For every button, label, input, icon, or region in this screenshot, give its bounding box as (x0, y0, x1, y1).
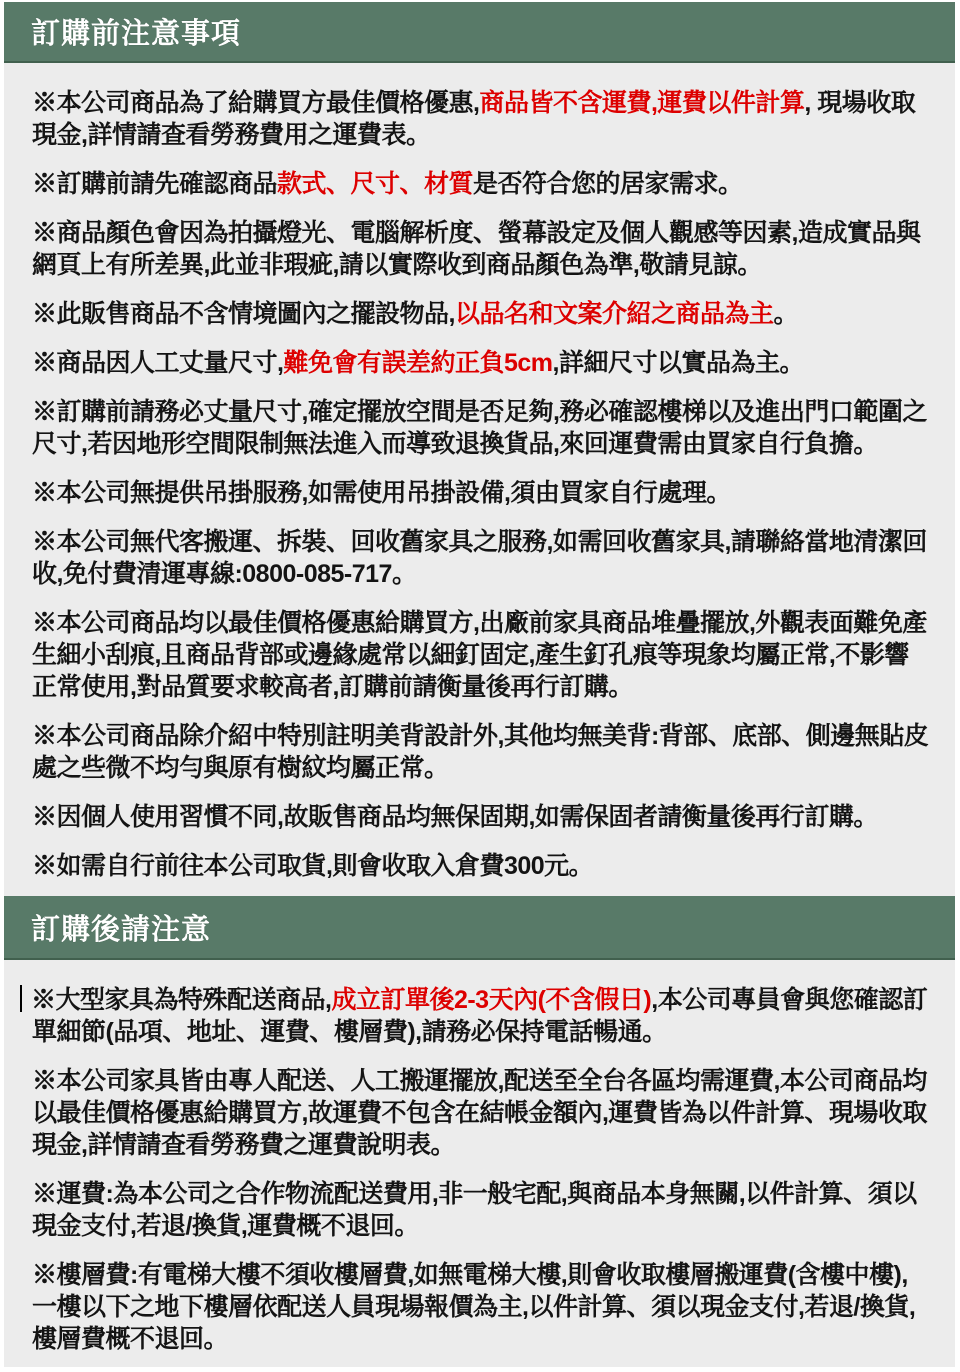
notice-paragraph (32, 477, 929, 509)
notice-text: ※本公司無代客搬運、拆裝、回收舊家具之服務,如需回收舊家具,請聯絡當地清潔回收,免付費清運專線:0800-085-717。 (32, 528, 927, 588)
notice-text: ※如需自行前往本公司取貨,則會收取入倉費300元。 (32, 852, 594, 880)
section-title-pre-order: 訂購前注意事項 (31, 18, 242, 50)
notice-paragraph (32, 396, 929, 460)
notice-paragraph (32, 526, 929, 590)
notice-text: ※樓層費:有電梯大樓不須收樓層費,如無電梯大樓,則會收取樓層搬運費(含樓中樓),一樓以下之地下樓層依配送人員現場報價為主,以件計算、須以現金支付,若退/換貨,樓層費概不退回。 (32, 1261, 916, 1353)
notice-text: ,本公司專員會與您確認訂單細節(品項、地址、運費、樓層費),請務必保持電話暢通。 (32, 986, 928, 1046)
section-body-pre-order (4, 63, 955, 896)
section-body-post-order (4, 960, 955, 1367)
notice-text: 。 (773, 300, 798, 328)
notice-text: ※本公司商品除介紹中特別註明美背設計外,其他均無美背:背部、底部、側邊無貼皮處之些微不均勻與原有樹紋均屬正常。 (32, 722, 929, 782)
text-cursor (20, 985, 22, 1012)
notice-paragraph (32, 801, 929, 833)
section-title-post-order: 訂購後請注意 (31, 913, 212, 946)
highlight-red-text: 難免會有誤差約正負5cm (283, 349, 553, 377)
notice-text: , 現場收取現金,詳情請查看勞務費用之運費表。 (32, 89, 916, 149)
notice-paragraph (32, 720, 929, 784)
section-header-post-order (4, 896, 955, 960)
notice-text: ※運費:為本公司之合作物流配送費用,非一般宅配,與商品本身無關,以件計算、須以現金支付,若退/換貨,運費概不退回。 (32, 1180, 917, 1240)
notice-paragraph (32, 87, 929, 151)
notice-paragraph (32, 850, 929, 882)
section-pre-order-notes (4, 2, 955, 896)
highlight-red-text: 款式、尺寸、材質 (277, 170, 474, 198)
notice-text: ※訂購前請先確認商品 (32, 170, 278, 198)
notice-text: 是否符合您的居家需求。 (473, 170, 743, 198)
notice-paragraph (32, 168, 929, 200)
section-post-order-notes (4, 896, 955, 1367)
notice-paragraph (32, 347, 929, 379)
notice-paragraph (32, 607, 929, 703)
notice-text: ※大型家具為特殊配送商品, (31, 986, 332, 1014)
notice-text: ※本公司家具皆由專人配送、人工搬運擺放,配送至全台各區均需運費,本公司商品均以最佳價格優惠給購買方,故運費不包含在結帳金額內,運費皆為以件計算、現場收取現金,詳情請查看勞務費之運費說明表。 (32, 1067, 927, 1159)
notice-text: ※此販售商品不含情境圖內之擺設物品, (32, 300, 455, 328)
notice-text: ※商品因人工丈量尺寸, (32, 349, 284, 377)
section-header-pre-order (4, 2, 955, 63)
notice-text: ※訂購前請務必丈量尺寸,確定擺放空間是否足夠,務必確認樓梯以及進出門口範圍之尺寸,若因地形空間限制無法進入而導致退換貨品,來回運費需由買家自行負擔。 (32, 398, 927, 458)
notice-paragraph (32, 217, 929, 281)
notice-paragraph (32, 1065, 929, 1161)
highlight-red-text: 商品皆不含運費,運費以件計算 (479, 89, 805, 117)
notice-text: ※本公司商品均以最佳價格優惠給購買方,出廠前家具商品堆疊擺放,外觀表面難免產生細小刮痕,且商品背部或邊緣處常以細釘固定,產生釘孔痕等現象均屬正常,不影響正常使用,對品質要求較高者,訂購前請衡量後再行訂購。 (32, 609, 927, 701)
highlight-red-text: 成立訂單後2-3天內(不含假日) (331, 986, 652, 1014)
notice-text: ※本公司商品為了給購買方最佳價格優惠, (32, 89, 480, 117)
notice-text: ※本公司無提供吊掛服務,如需使用吊掛設備,須由買家自行處理。 (32, 479, 731, 507)
notice-text: ※商品顏色會因為拍攝燈光、電腦解析度、螢幕設定及個人觀感等因素,造成實品與網頁上有所差異,此並非瑕疵,請以實際收到商品顏色為準,敬請見諒。 (32, 219, 921, 279)
notice-text: ,詳細尺寸以實品為主。 (552, 349, 804, 377)
notice-paragraph (32, 1259, 929, 1355)
notice-paragraph (32, 984, 929, 1048)
notice-text: ※因個人使用習慣不同,故販售商品均無保固期,如需保固者請衡量後再行訂購。 (32, 803, 878, 831)
notice-paragraph (32, 1178, 929, 1242)
highlight-red-text: 以品名和文案介紹之商品為主 (454, 300, 774, 328)
notice-paragraph (32, 298, 929, 330)
